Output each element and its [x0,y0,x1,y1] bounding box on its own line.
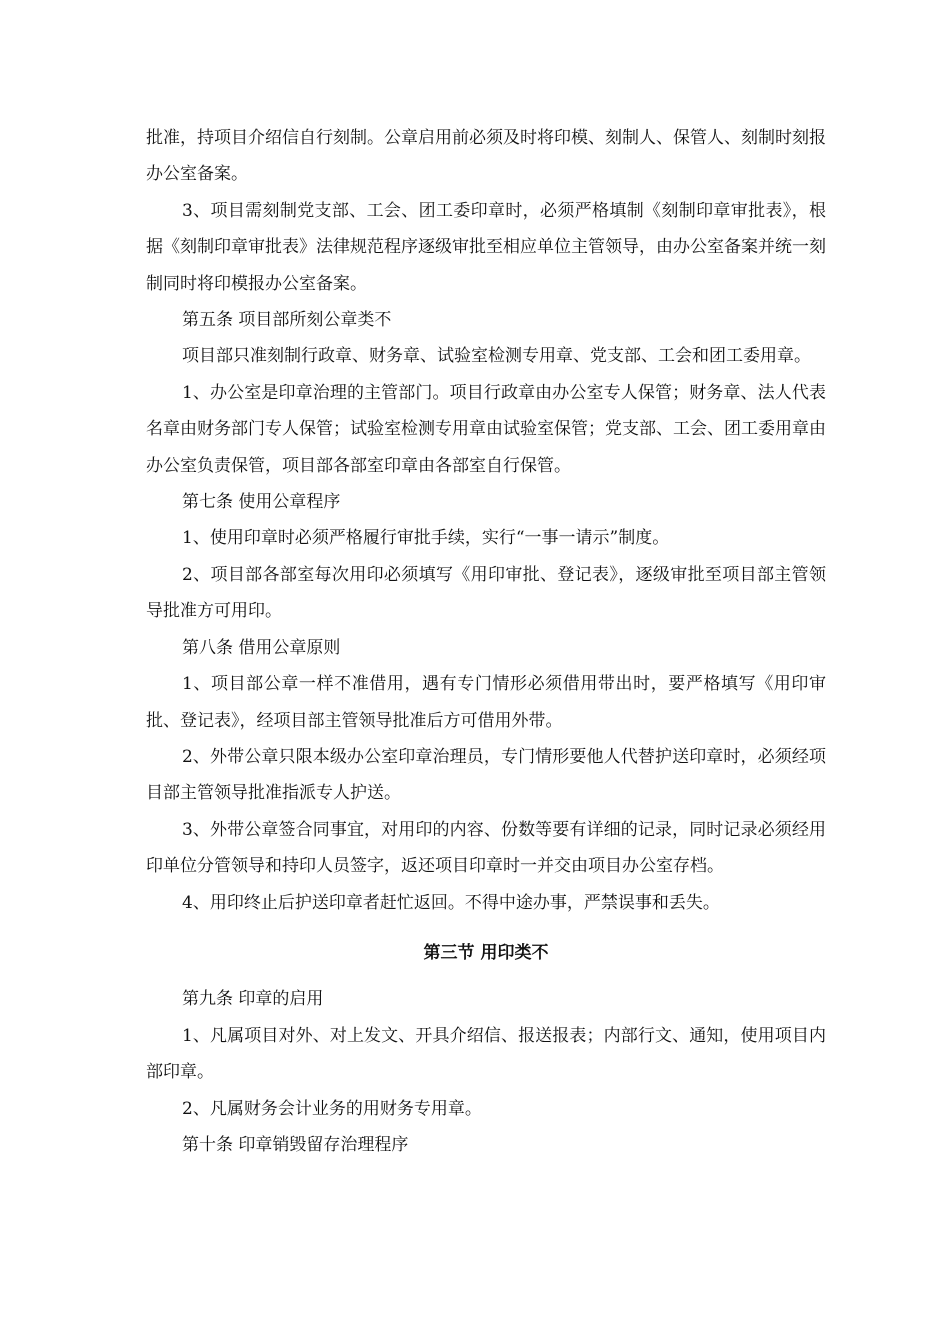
paragraph-item-2-escort: 2、外带公章只限本级办公室印章治理员，专门情形要他人代替护送印章时，必须经项目部主管领导批准指派专人护送。 [146,746,826,804]
paragraph-item-3-party-seal: 3、项目需刻制党支部、工会、团工委印章时，必须严格填制《刻制印章审批表》，根据《刻制印章审批表》法律规范程序逐级审批至相应单位主管领导，由办公室备案并统一刻制同时将印模报办公室备案。 [146,200,826,294]
paragraph-seal-types: 项目部只准刻制行政章、财务章、试验室检测专用章、党支部、工会和团工委用章。 [182,346,811,367]
article-9-title: 第九条 印章的启用 [182,989,324,1010]
paragraph-item-3-contract: 3、外带公章签合同事宜，对用印的内容、份数等要有详细的记录，同时记录必须经用印单位分管领导和持印人员签字，返还项目印章时一并交由项目办公室存档。 [146,819,826,877]
article-10-title: 第十条 印章销毁留存治理程序 [182,1134,409,1155]
paragraph-continuation: 批准，持项目介绍信自行刻制。公章启用前必须及时将印模、刻制人、保管人、刻制时刻报办公室备案。 [146,128,826,185]
paragraph-item-1-approval: 1、使用印章时必须严格履行审批手续，实行“一事一请示”制度。 [182,528,670,549]
paragraph-item-1-external: 1、凡属项目对外、对上发文、开具介绍信、报送报表；内部行文、通知，使用项目内部印章。 [146,1025,826,1083]
article-5-title: 第五条 项目部所刻公章类不 [182,310,392,331]
paragraph-item-1-office: 1、办公室是印章治理的主管部门。项目行政章由办公室专人保管；财务章、法人代表名章由财务部门专人保管；试验室检测专用章由试验室保管；党支部、工会、团工委用章由办公室负责保管，项目部各部室印章由各部室自行保管。 [146,382,826,476]
paragraph-item-2-registration: 2、项目部各部室每次用印必须填写《用印审批、登记表》，逐级审批至项目部主管领导批准方可用印。 [146,564,826,622]
article-8-title: 第八条 借用公章原则 [182,637,341,658]
document-page [146,120,826,1163]
paragraph-item-2-finance: 2、凡属财务会计业务的用财务专用章。 [182,1098,482,1119]
article-7-title: 第七条 使用公章程序 [182,492,341,513]
paragraph-item-4-return: 4、用印终止后护送印章者赶忙返回。不得中途办事，严禁误事和丢失。 [182,892,720,913]
section-heading: 第三节 用印类不 [423,942,549,963]
paragraph-item-1-borrow: 1、项目部公章一样不准借用，遇有专门情形必须借用带出时，要严格填写《用印审批、登记表》，经项目部主管领导批准后方可借用外带。 [146,674,826,731]
